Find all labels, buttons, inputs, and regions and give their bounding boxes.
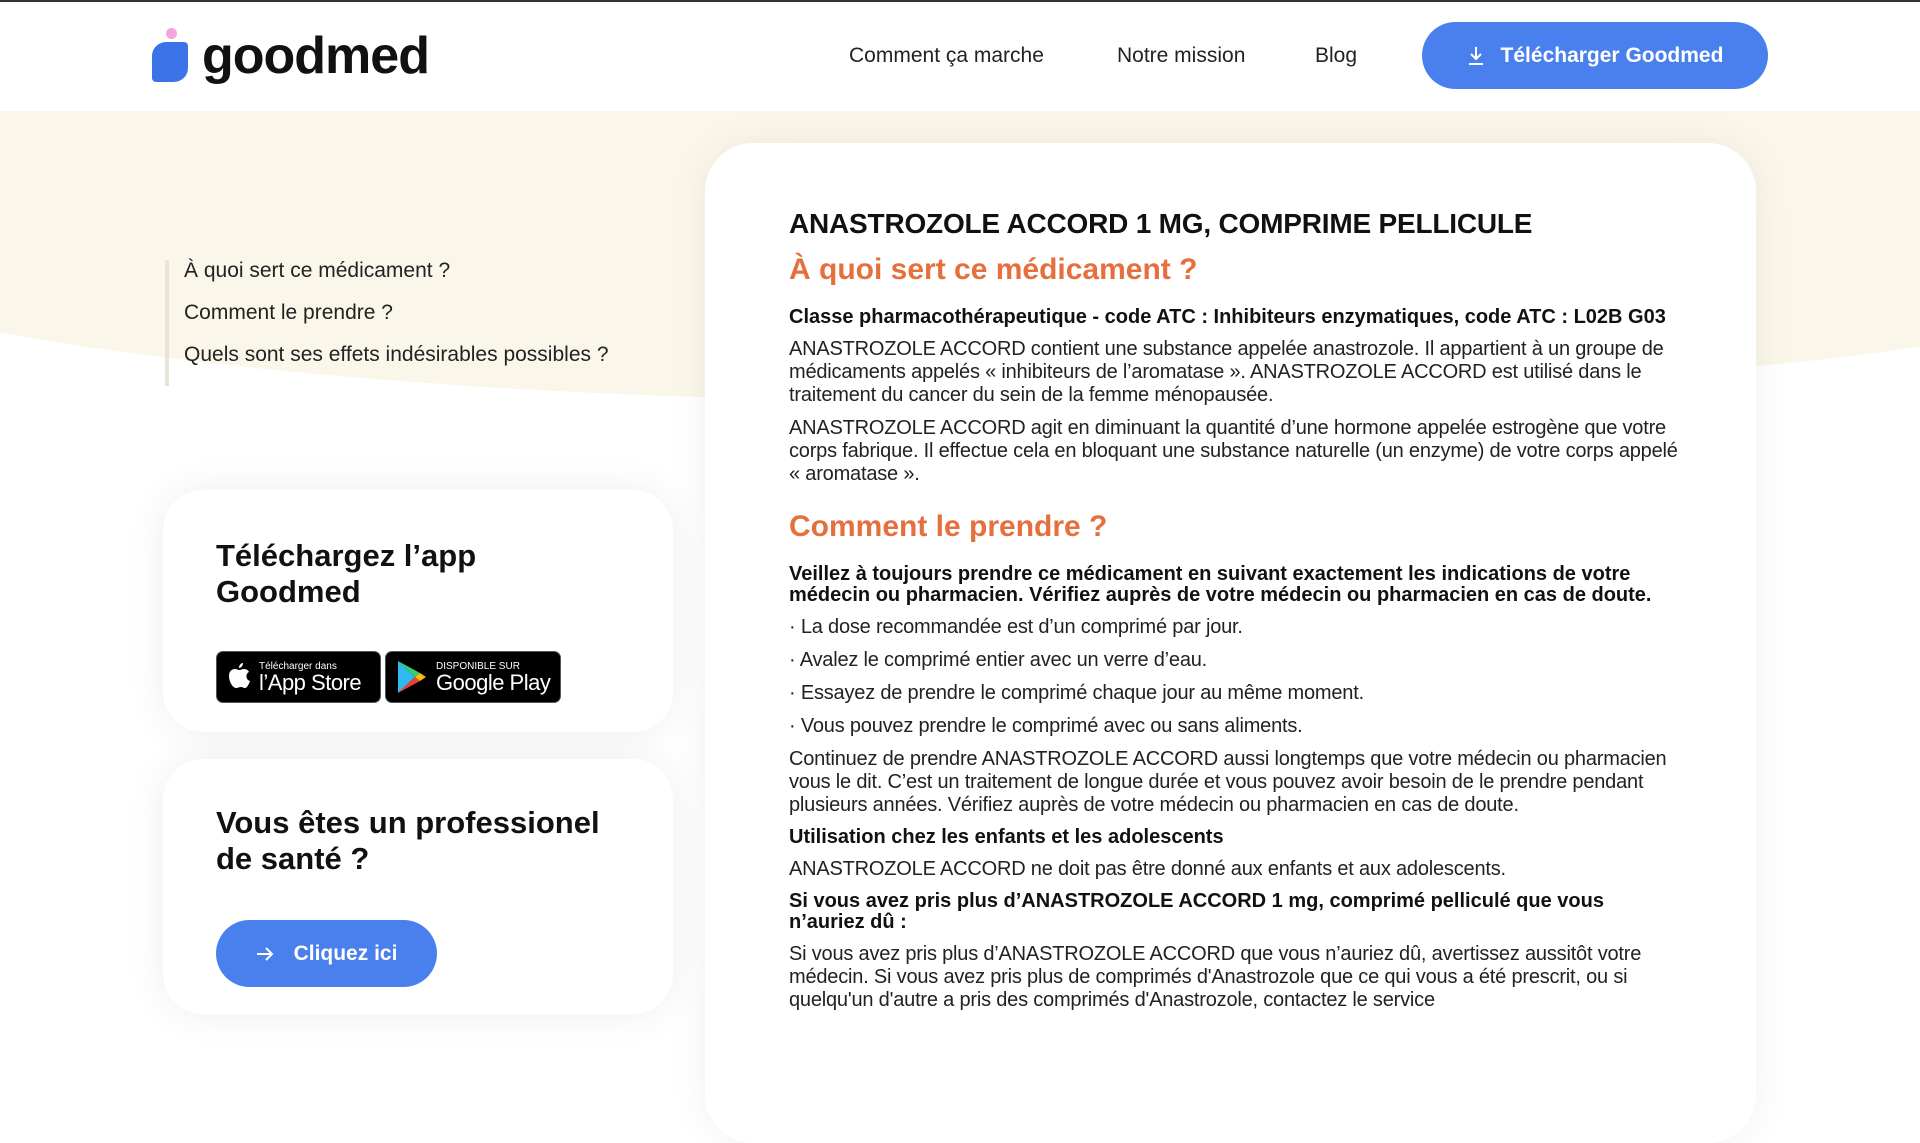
toc-item[interactable]: Quels sont ses effets indésirables possibles ? [184, 343, 609, 366]
subheading: Utilisation chez les enfants et les adolescents [789, 826, 1224, 848]
download-icon [1467, 46, 1485, 66]
appstore-small-text: Télécharger dans [259, 660, 337, 672]
gplay-big-text: Google Play [436, 669, 551, 695]
paragraph: ANASTROZOLE ACCORD agit en diminuant la quantité d’une hormone appelée estrogène que votre corps fabrique. Il effectue cela en bloquant une substance naturelle (un enzyme) de votre corps appelé « aromatase ». [789, 417, 1678, 485]
download-goodmed-button[interactable] [1422, 22, 1768, 89]
gplay-small-text: DISPONIBLE SUR [436, 660, 520, 672]
table-of-contents [165, 260, 609, 386]
logo-icon [150, 28, 190, 84]
app-store-badge[interactable] [216, 651, 381, 703]
paragraph: ANASTROZOLE ACCORD contient une substance appelée anastrozole. Il appartient à un groupe de médicaments appelés « inhibiteurs de l’aromatase ». ANASTROZOLE ACCORD est utilisé dans le traitement du cancer du sein de la femme ménopausée. [789, 338, 1664, 406]
professional-card [163, 759, 673, 1014]
arrow-right-icon [256, 947, 274, 961]
apple-icon [227, 663, 251, 691]
subheading: Si vous avez pris plus d’ANASTROZOLE ACCORD 1 mg, comprimé pelliculé que vous n’auriez dû : [789, 890, 1604, 933]
app-card-title: Téléchargez l’app Goodmed [216, 538, 477, 609]
logo[interactable] [150, 28, 429, 84]
article-title: ANASTROZOLE ACCORD 1 MG, COMPRIME PELLICULE [789, 208, 1533, 239]
section-heading: À quoi sert ce médicament ? [789, 253, 1198, 286]
toc-item[interactable]: À quoi sert ce médicament ? [184, 259, 451, 282]
google-play-badge[interactable] [385, 651, 561, 703]
list-item: · Essayez de prendre le comprimé chaque jour au même moment. [789, 682, 1364, 704]
toc-item[interactable]: Comment le prendre ? [184, 301, 393, 324]
click-here-button[interactable] [216, 920, 437, 987]
click-here-label: Cliquez ici [293, 941, 398, 965]
nav-comment-ca-marche[interactable]: Comment ça marche [849, 44, 1044, 67]
article-card [705, 143, 1756, 1143]
list-item: · Avalez le comprimé entier avec un verre d’eau. [789, 649, 1208, 671]
site-header [0, 2, 1920, 111]
google-play-icon [396, 660, 428, 694]
instructions-intro: Veillez à toujours prendre ce médicament en suivant exactement les indications de votre médecin ou pharmacien. Vérifiez auprès de votre médecin ou pharmacien en cas de doute. [789, 563, 1652, 606]
nav-blog[interactable]: Blog [1315, 44, 1358, 67]
paragraph: Si vous avez pris plus d’ANASTROZOLE ACCORD que vous n’auriez dû, avertissez aussitôt votre médecin. Si vous avez pris plus de comprimés d'Anastrozole que ce qui vous a été prescrit, ou si quelqu'un d'autre a pris des comprimés d'Anastrozole, contactez le service [789, 943, 1642, 1011]
list-item: · Vous pouvez prendre le comprimé avec ou sans aliments. [789, 715, 1303, 737]
atc-class: Classe pharmacothérapeutique - code ATC : Inhibiteurs enzymatiques, code ATC : L02B G03 [789, 306, 1666, 328]
paragraph: ANASTROZOLE ACCORD ne doit pas être donné aux enfants et aux adolescents. [789, 858, 1506, 880]
download-button-label: Télécharger Goodmed [1500, 43, 1724, 67]
logo-text: goodmed [202, 27, 429, 85]
nav-notre-mission[interactable]: Notre mission [1117, 44, 1246, 67]
paragraph: Continuez de prendre ANASTROZOLE ACCORD aussi longtemps que votre médecin ou pharmacien vous le dit. C’est un traitement de longue durée et vous pouvez avoir besoin de le prendre pendant plusieurs années. Vérifiez auprès de votre médecin ou pharmacien en cas de doute. [789, 748, 1667, 816]
download-app-card [163, 490, 673, 732]
pro-card-title: Vous êtes un professionel de santé ? [216, 805, 600, 876]
list-item: · La dose recommandée est d’un comprimé par jour. [789, 616, 1243, 638]
section-heading: Comment le prendre ? [789, 510, 1108, 543]
appstore-big-text: l’App Store [259, 669, 362, 695]
